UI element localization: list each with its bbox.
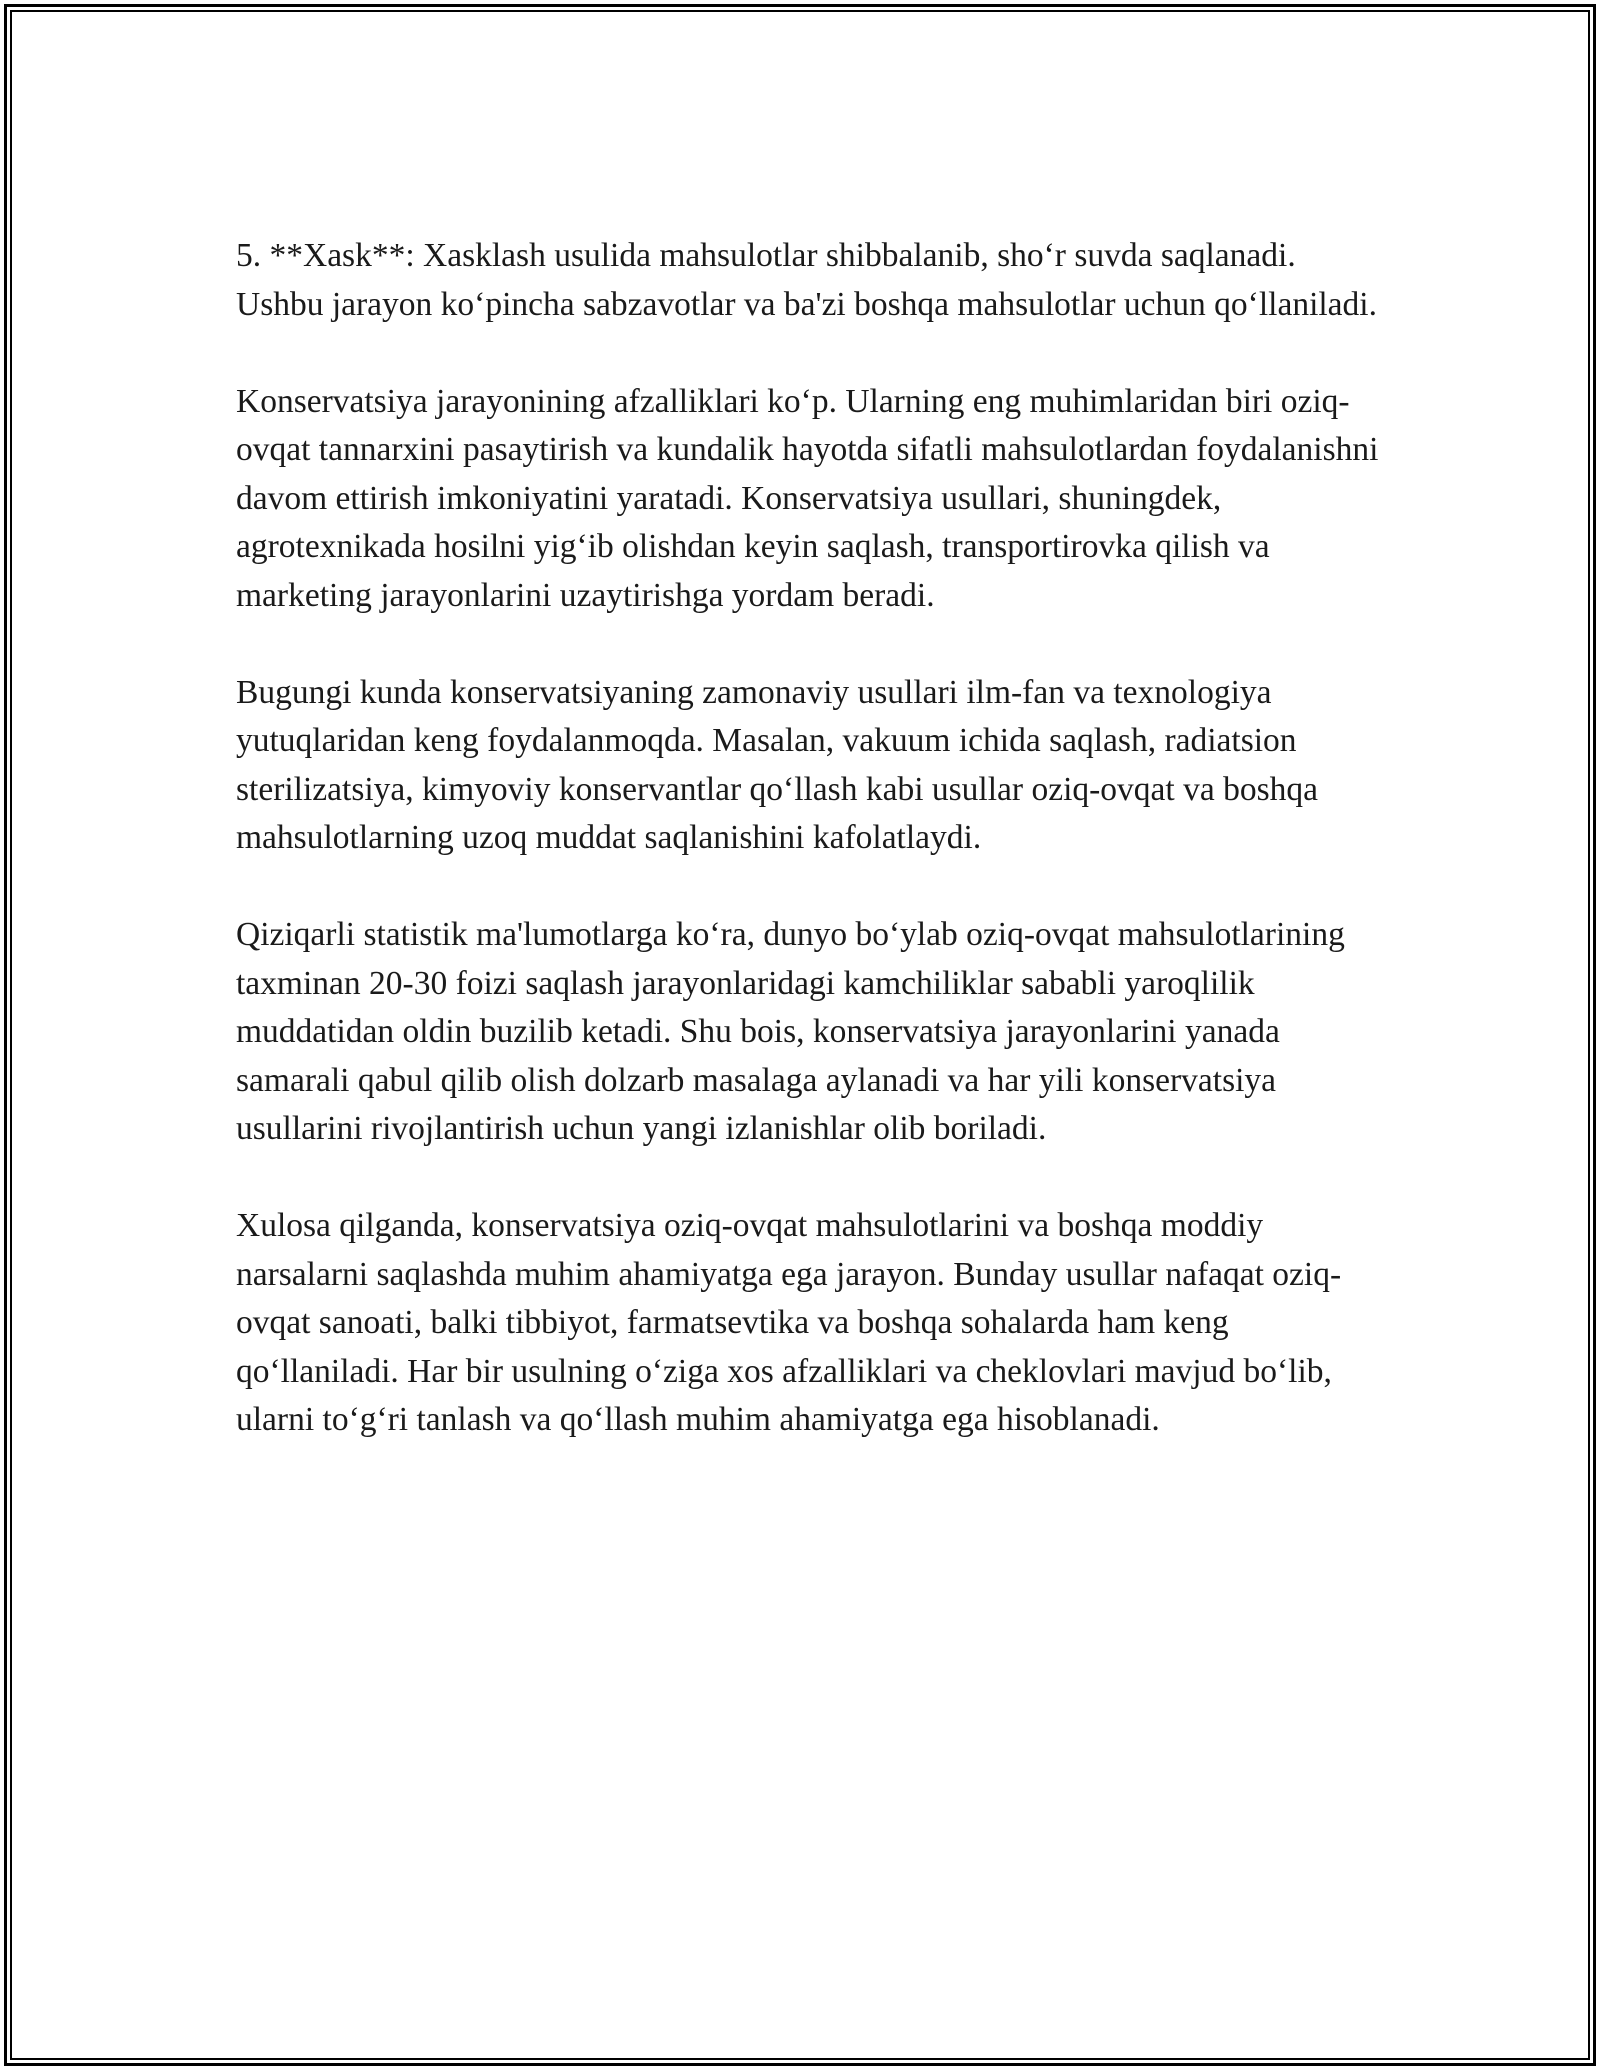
document-body — [236, 232, 1386, 1445]
paragraph-zamonaviy-usullar: Bugungi kunda konservatsiyaning zamonaviy usullari ilm-fan va texnologiya yutuqlaridan keng foydalanmoqda. Masalan, vakuum ichida saqlash, radiatsion sterilizatsiya, kimyoviy konservantlar qo‘llash kabi usullar oziq-ovqat va boshqa mahsulotlarning uzoq muddat saqlanishini kafolatlaydi. — [236, 673, 1318, 856]
paragraph-xulosa: Xulosa qilganda, konservatsiya oziq-ovqat mahsulotlarini va boshqa moddiy narsalarni saqlashda muhim ahamiyatga ega jarayon. Bunday usullar nafaqat oziq-ovqat sanoati, balki tibbiyot, farmatsevtika va boshqa sohalarda ham keng qo‘llaniladi. Har bir usulning o‘ziga xos afzalliklari va cheklovlari mavjud bo‘lib, ularni to‘g‘ri tanlash va qo‘llash muhim ahamiyatga ega hisoblanadi. — [236, 1207, 1342, 1438]
paragraph-xask: 5. **Xask**: Xasklash usulida mahsulotlar shibbalanib, sho‘r suvda saqlanadi. Ushbu jarayon ko‘pincha sabzavotlar va ba'zi boshqa mahsulotlar uchun qo‘llaniladi. — [236, 237, 1377, 323]
paragraph-statistika: Qiziqarli statistik ma'lumotlarga ko‘ra, dunyo bo‘ylab oziq-ovqat mahsulotlarining taxminan 20-30 foizi saqlash jarayonlaridagi kamchiliklar sababli yaroqlilik muddatidan oldin buzilib ketadi. Shu bois, konservatsiya jarayonlarini yanada samarali qabul qilib olish dolzarb masalaga aylanadi va har yili konservatsiya usullarini rivojlantirish uchun yangi izlanishlar olib boriladi. — [236, 916, 1345, 1147]
paragraph-afzalliklar: Konservatsiya jarayonining afzalliklari ko‘p. Ularning eng muhimlaridan biri oziq-ovqat tannarxini pasaytirish va kundalik hayotda sifatli mahsulotlardan foydalanishni davom ettirish imkoniyatini yaratadi. Konservatsiya usullari, shuningdek, agrotexnikada hosilni yig‘ib olishdan keyin saqlash, transportirovka qilish va marketing jarayonlarini uzaytirishga yordam beradi. — [236, 382, 1379, 614]
